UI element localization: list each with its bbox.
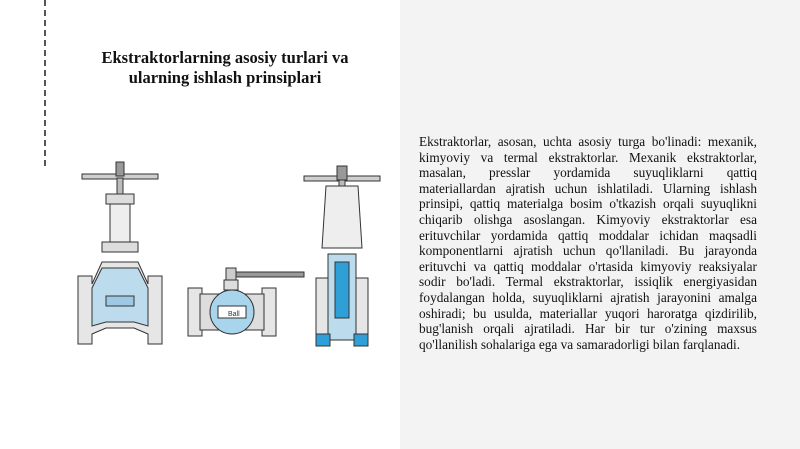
slide-title: Ekstraktorlarning asosiy turlari va ularning ishlash prinsiplari [101, 48, 349, 87]
decorative-dashed-line [44, 0, 46, 166]
globe-valve [78, 162, 162, 344]
valves-illustration [72, 158, 384, 358]
gate-valve [304, 166, 380, 346]
ball-valve [188, 268, 304, 336]
ball-label: Ball [228, 311, 240, 318]
body-paragraph: Ekstraktorlar, asosan, uchta asosiy turga bo'linadi: mexanik, kimyoviy va termal ekstraktorlar. Mexanik ekstraktorlar, masalan, presslar yordamida suyuqliklarni qattiq materiallardan ajratish uchun ishlatiladi. Ularning ishlash prinsipi, qattiq materialga bosim o'tkazish orqali suyuqlikni chiqarib olishga asoslangan. Kimyoviy ekstraktorlar esa erituvchilar yordamida qattiq moddalar ichidan maqsadli komponentlarni ajratish uchun qo'llaniladi. Bu jarayonda erituvchi va qattiq moddalar o'rtasida kimyoviy reaksiyalar sodir bo'ladi. Termal ekstraktorlar, issiqlik energiyasidan foydalangan holda, suyuqliklarni ajratish jarayonini amalga oshiradi; bu usulda, materiallar yuqori haroratga qizdirilib, bug'lanish orqali ajratiladi. Har bir tur o'zining maxsus qo'llanilish sohalariga ega va samaradorligi bilan farqlanadi. [419, 134, 757, 352]
